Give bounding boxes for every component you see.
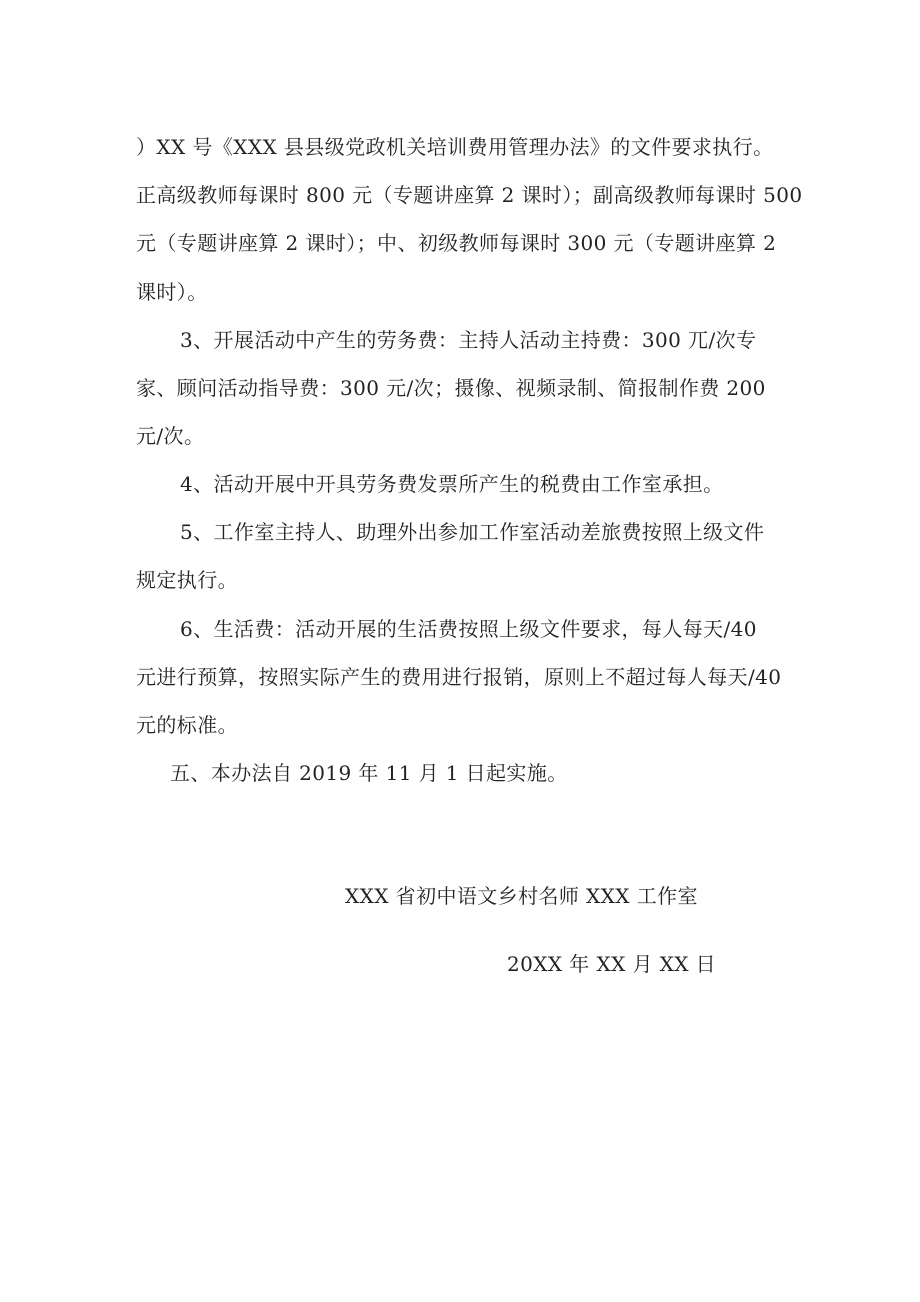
- body-line-5: 3、开展活动中产生的劳务费：主持人活动主持费：300 兀/次专: [180, 328, 757, 352]
- signature-date: 20XX 年 XX 月 XX 日: [507, 952, 717, 976]
- body-line-9: 5、工作室主持人、助理外出参加工作室活动差旅费按照上级文件: [180, 520, 765, 544]
- body-line-2: 正高级教师每课时 800 元（专题讲座算 2 课时）；副高级教师每课时 500: [136, 183, 803, 207]
- signature-organization: XXX 省初中语文乡村名师 XXX 工作室: [345, 884, 698, 908]
- body-line-3: 元（专题讲座算 2 课时）；中、初级教师每课时 300 元（专题讲座算 2: [136, 231, 777, 255]
- body-line-11: 6、生活费：活动开展的生活费按照上级文件要求，每人每天/40: [180, 617, 757, 641]
- body-line-7: 元/次。: [136, 424, 205, 448]
- body-line-1: ）XX 号《XXX 县县级党政机关培训费用管理办法》的文件要求执行。: [136, 135, 774, 159]
- body-line-4: 课时）。: [136, 280, 208, 304]
- body-line-10: 规定执行。: [136, 568, 238, 592]
- body-line-6: 家、顾问活动指导费：300 元/次；摄像、视频录制、简报制作费 200: [136, 376, 766, 400]
- body-line-8: 4、活动开展中开具劳务费发票所产生的税费由工作室承担。: [180, 472, 724, 496]
- body-line-12: 元进行预算，按照实际产生的费用进行报销，原则上不超过每人每天/40: [136, 665, 782, 689]
- body-line-13: 元的标准。: [136, 713, 238, 737]
- body-line-14: 五、本办法自 2019 年 11 月 1 日起实施。: [170, 761, 568, 785]
